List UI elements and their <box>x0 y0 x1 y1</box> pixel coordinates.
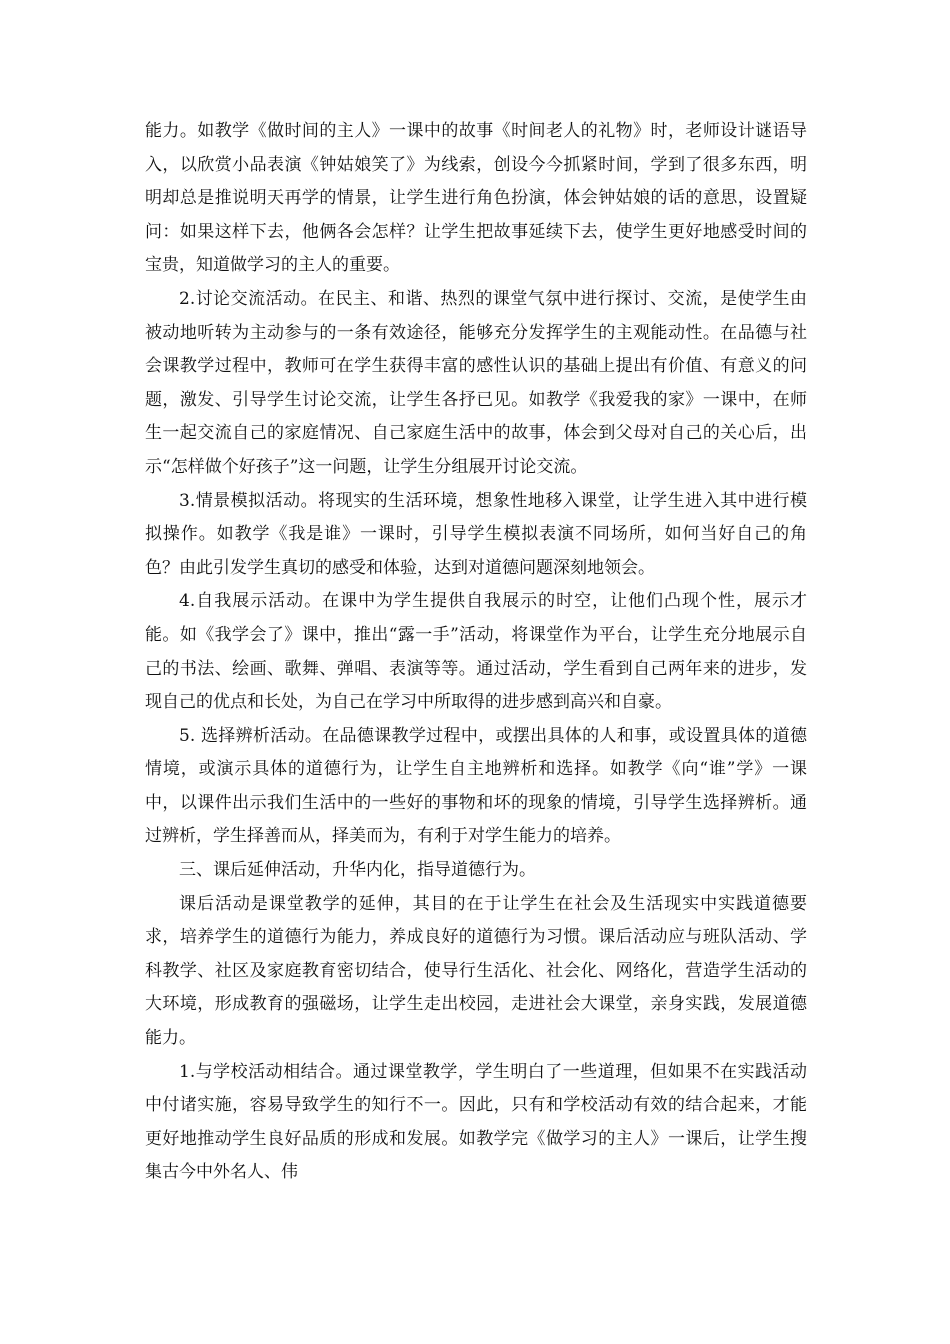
paragraph-4: 4.自我展示活动。在课中为学生提供自我展示的时空，让他们凸现个性，展示才能。如《我学会了》课中，推出“露一手”活动，将课堂作为平台，让学生充分地展示自己的书法、绘画、歌舞、弹唱、表演等等。通过活动，学生看到自己两年来的进步，发现自己的优点和长处，为自己在学习中所取得的进步感到高兴和自豪。 <box>145 591 807 713</box>
paragraph-7: 课后活动是课堂教学的延伸，其目的在于让学生在社会及生活现实中实践道德要求，培养学生的道德行为能力，养成良好的道德行为习惯。课后活动应与班队活动、学科教学、社区及家庭教育密切结合，使导行生活化、社会化、网络化，营造学生活动的大环境，形成教育的强磁场，让学生走出校园，走进社会大课堂，亲身实践，发展道德能力。 <box>145 893 807 1049</box>
paragraph-2: 2.讨论交流活动。在民主、和谐、热烈的课堂气氛中进行探讨、交流，是使学生由被动地听转为主动参与的一条有效途径，能够充分发挥学生的主观能动性。在品德与社会课教学过程中，教师可在学生获得丰富的感性认识的基础上提出有价值、有意义的问题，激发、引导学生讨论交流，让学生各抒已见。如教学《我爱我的家》一课中，在师生一起交流自己的家庭情况、自己家庭生活中的故事，体会到父母对自己的关心后，出示“怎样做个好孩子”这一问题，让学生分组展开讨论交流。 <box>145 288 807 477</box>
paragraph-5: 5. 选择辨析活动。在品德课教学过程中，或摆出具体的人和事，或设置具体的道德情境，或演示具体的道德行为，让学生自主地辨析和选择。如教学《向“谁”学》一课中，以课件出示我们生活中的一些好的事物和坏的现象的情境，引导学生选择辨析。通过辨析，学生择善而从，择美而为，有利于对学生能力的培养。 <box>145 725 807 847</box>
paragraph-3: 3.情景模拟活动。将现实的生活环境，想象性地移入课堂，让学生进入其中进行模拟操作。如教学《我是谁》一课时，引导学生模拟表演不同场所，如何当好自己的角色？由此引发学生真切的感受和体验，达到对道德问题深刻地领会。 <box>145 490 807 578</box>
paragraph-8: 1.与学校活动相结合。通过课堂教学，学生明白了一些道理，但如果不在实践活动中付诸实施，容易导致学生的知行不一。因此，只有和学校活动有效的结合起来，才能更好地推动学生良好品质的形成和发展。如教学完《做学习的主人》一课后，让学生搜集古今中外名人、伟 <box>145 1061 807 1183</box>
document-page <box>145 115 807 1190</box>
paragraph-1: 能力。如教学《做时间的主人》一课中的故事《时间老人的礼物》时，老师设计谜语导入，以欣赏小品表演《钟姑娘笑了》为线索，创设今今抓紧时间，学到了很多东西，明明却总是推说明天再学的情景，让学生进行角色扮演，体会钟姑娘的话的意思，设置疑问：如果这样下去，他俩各会怎样？让学生把故事延续下去，使学生更好地感受时间的宝贵，知道做学习的主人的重要。 <box>145 121 807 276</box>
section-heading: 三、课后延伸活动，升华内化，指导道德行为。 <box>179 860 536 881</box>
